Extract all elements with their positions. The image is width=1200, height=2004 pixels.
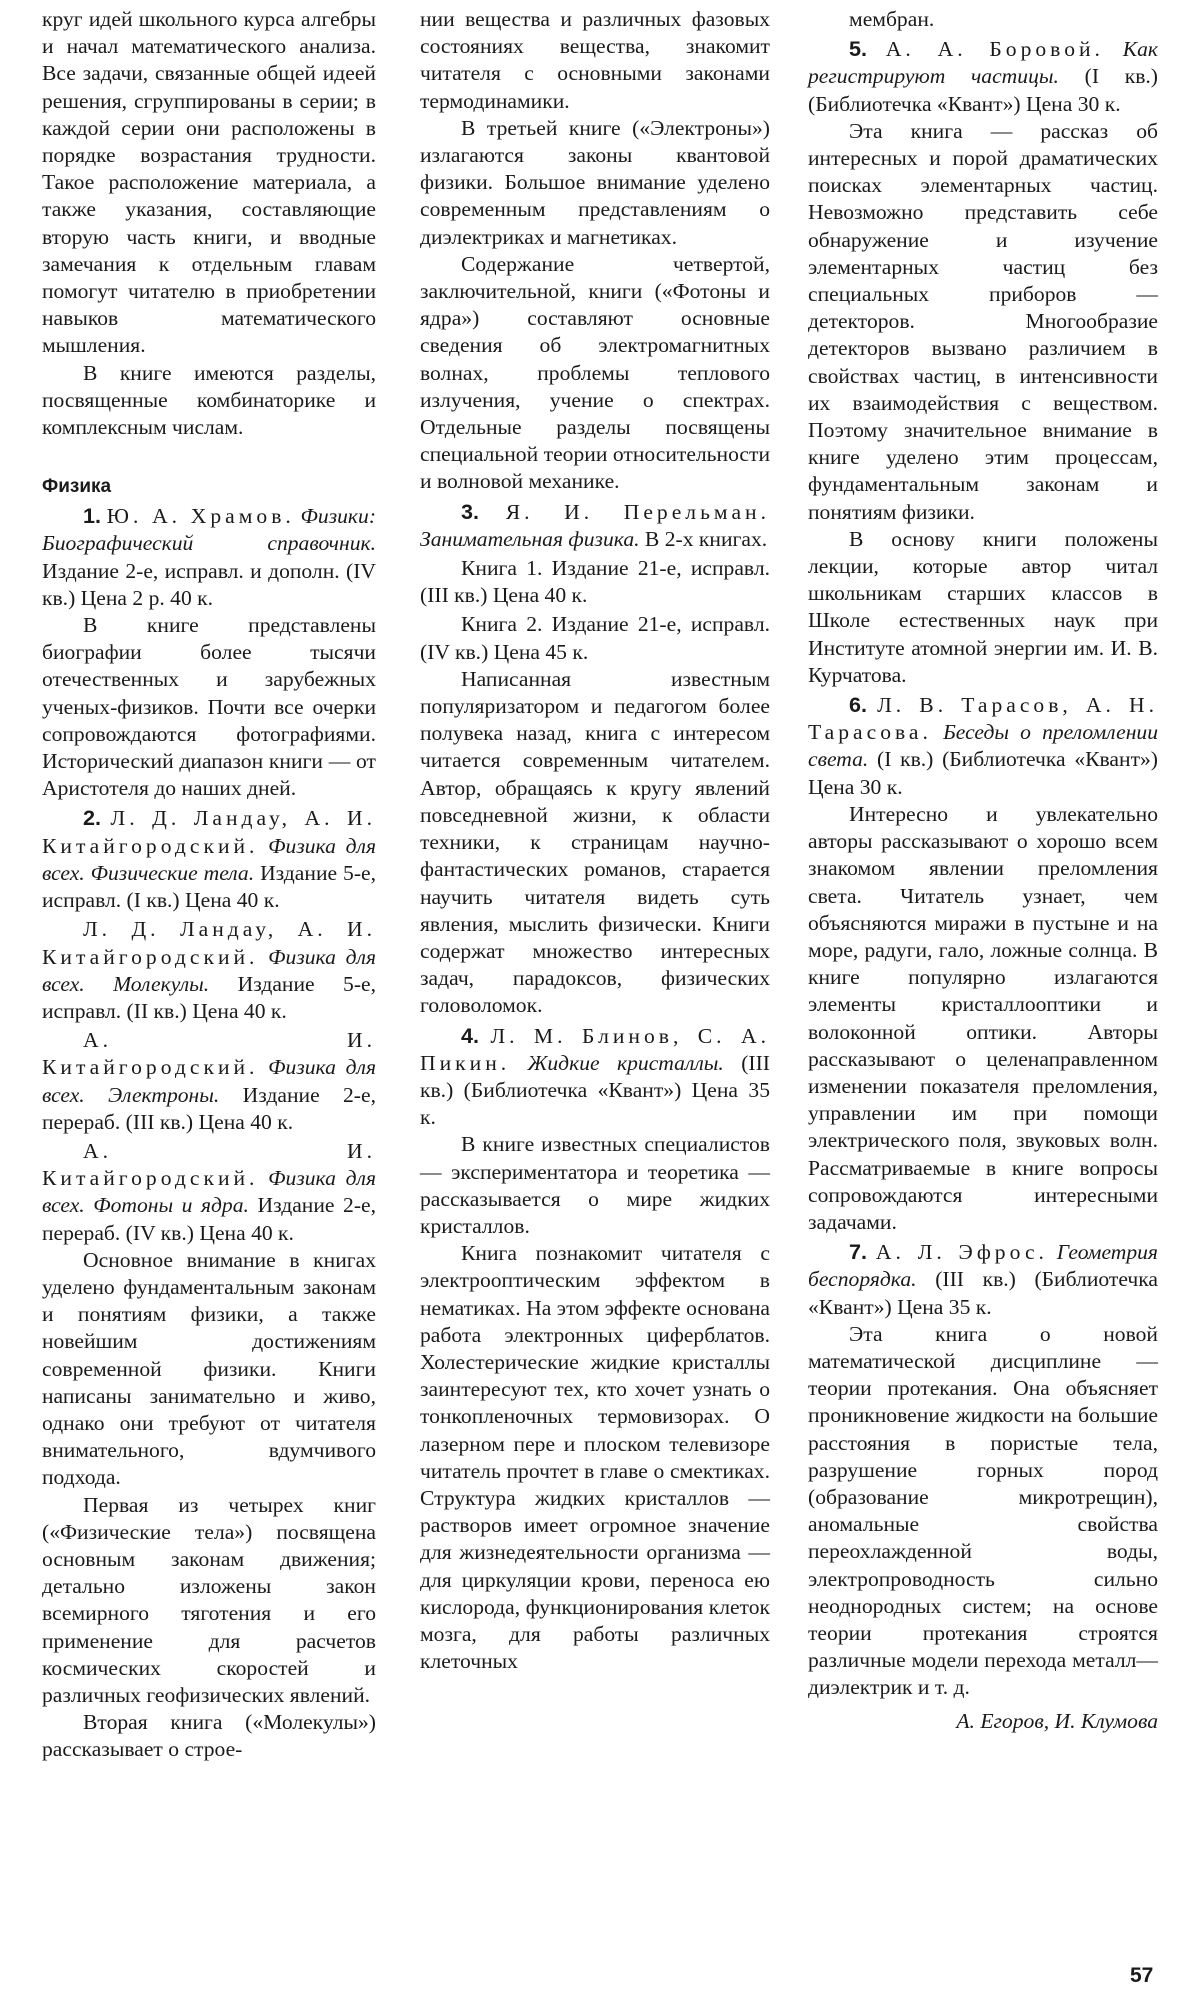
column-2 <box>420 6 770 1675</box>
entry-title: Физика для всех. Молекулы. <box>42 944 376 996</box>
book-entry-3-volume-2: Книга 2. Издание 21-е, исправл. (IV кв.) Цена 45 к. <box>420 612 770 664</box>
book-entry-2b <box>42 916 376 1025</box>
book-entry-1 <box>42 502 376 612</box>
entry-number: 4. <box>461 1022 480 1048</box>
entry-edition: В 2-х книгах. <box>644 526 768 551</box>
paragraph: Вторая книга («Молекулы») рассказывает о строе- <box>42 1710 376 1762</box>
entry-number: 7. <box>849 1239 868 1265</box>
entry-title: Геометрия беспорядка. <box>808 1240 1158 1292</box>
book-entry-7 <box>808 1238 1158 1321</box>
paragraph: Интересно и увлекательно авторы рассказывают о хорошо всем знакомом явлении преломления света. Читатель узнает, чем объясняются миражи в пустыне и на море, радуги, гало, ложные солнца. В книге популярно излагаются элементы кристаллооптики и волоконной оптики. Авторы рассказывают о целенаправленном изменении показателя преломления, управлении им при помощи электрического поля, звуковых волн. Рассматриваемые в книге вопросы сопровождаются интересными задачами. <box>808 801 1158 1234</box>
entry-title: Физики: Биографический справочник. <box>42 504 377 556</box>
paragraph: мембран. <box>849 7 935 31</box>
paragraph: В книге представлены биографии более тысячи отечественных и зарубежных ученых-физиков. Почти все очерки сопровождаются фотографиями. Исторический диапазон книги — от Аристотеля до наших дней. <box>42 613 376 801</box>
paragraph: Эта книга о новой математической дисциплине — теории протекания. Она объясняет проникновение жидкости на большие расстояния в пористые тела, разрушение горных пород (образование микротрещин), аномальные свойства переохлажденной воды, электропроводность сильно неоднородных систем; на основе теории протекания строятся различные модели перехода металл—диэлектрик и т. д. <box>808 1321 1158 1700</box>
entry-edition: Издание 2-е, исправл. и дополн. (IV кв.) Цена 2 р. 40 к. <box>42 558 376 610</box>
paragraph: В книге известных специалистов — экспериментатора и теоретика — рассказывается о мире жидких кристаллов. <box>420 1132 770 1238</box>
entry-author: Ю. А. Храмов. <box>106 504 295 529</box>
entry-title: Физика для всех. Физические тела. <box>42 833 376 885</box>
entry-edition: (III кв.) (Библиотечка «Квант») Цена 35 к. <box>420 1050 770 1130</box>
paragraph: Эта книга — рассказ об интересных и порой драматических поисках элементарных частиц. Невозможно представить себе обнаружение и изучение элементарных частиц без специальных приборов — детекторов. Многообразие детекторов вызвано различием в свойствах частиц, в интенсивности их взаимодействия с веществом. Поэтому значительное внимание в книге уделено этим процессам, фундаментальным законам и понятиям физики. <box>808 118 1158 524</box>
entry-title: Физика для всех. Электроны. <box>42 1055 376 1107</box>
entry-edition: (III кв.) (Библиотечка «Квант») Цена 35 к. <box>808 1267 1158 1319</box>
paragraph: Написанная известным популяризатором и педагогом более полувека назад, книга с интересом читается современным читателем. Автор, обращаясь к кругу явлений повседневной жизни, к области техники, к страницам научно-фантастических романов, старается научить читателя видеть суть явления, мыслить физически. Книги содержат множество интересных задач, парадоксов, физических головоломок. <box>420 666 770 1018</box>
paragraph: круг идей школьного курса алгебры и начал математического анализа. Все задачи, связанные общей идеей решения, сгруппированы в серии; в каждой серии они расположены в порядке возрастания трудности. Такое расположение материала, а также указания, составляющие вторую часть книги, и вводные замечания к отдельным главам помогут читателю в приобретении навыков математического мышления. <box>42 7 376 358</box>
book-entry-5 <box>808 35 1158 118</box>
entry-author: Л. Д. Ландау, А. И. Китайгородский. <box>42 917 376 969</box>
section-heading: Физика <box>42 476 112 498</box>
paragraph: Содержание четвертой, заключительной, книги («Фотоны и ядра») составляют основные сведения об электромагнитных волнах, проблемы теплового излучения, учение о спектрах. Отдельные разделы посвящены специальной теории относительности и волновой механике. <box>420 251 770 494</box>
entry-title: Беседы о преломлении света. <box>808 720 1158 772</box>
paragraph: нии вещества и различных фазовых состояниях вещества, знакомит читателя с основными законами термодинамики. <box>420 7 770 113</box>
book-entry-2c <box>42 1027 376 1136</box>
entry-author: А. Л. Эфрос. <box>875 1240 1048 1265</box>
entry-author: Я. И. Перельман. <box>505 499 770 524</box>
entry-author: А. И. Китайгородский. <box>42 1138 376 1191</box>
page-number: 57 <box>1130 1964 1154 1987</box>
entry-edition: Издание 5-е, исправл. (II кв.) Цена 40 к. <box>42 971 377 1023</box>
entry-edition: Издание 2-е, перераб. (III кв.) Цена 40 к. <box>42 1082 376 1134</box>
entry-title: Занимательная физика. <box>420 526 640 551</box>
column-3 <box>808 6 1158 1735</box>
entry-number: 3. <box>461 498 480 524</box>
entry-author: Л. М. Блинов, С. А. Пикин. <box>420 1023 770 1075</box>
entry-title: Как регистрируют частицы. <box>808 37 1158 89</box>
book-entry-2d <box>42 1138 376 1247</box>
entry-number: 2. <box>83 805 102 831</box>
entry-title: Физика для всех. Фотоны и ядра. <box>42 1166 376 1218</box>
entry-number: 6. <box>849 692 868 718</box>
book-entry-3-volume-1: Книга 1. Издание 21-е, исправл. (III кв.) Цена 40 к. <box>420 556 770 608</box>
paragraph: Книга познакомит читателя с электрооптическим эффектом в нематиках. На этом эффекте основана работа электронных циферблатов. Холестерические жидкие кристаллы заинтересуют тех, кто хочет узнать о тонкопленочных термовизорах. О лазерном пере и плоском телевизоре читатель прочтет в главе о смектиках. Структура жидких кристаллов — растворов имеет огромное значение для жизнедеятельности организма — для циркуляции крови, переноса ею кислорода, функционирования клеток мозга, для работы различных клеточных <box>420 1241 770 1674</box>
book-entry-3 <box>420 498 770 553</box>
paragraph: В третьей книге («Электроны») излагаются законы квантовой физики. Большое внимание уделено современным представлениям о диэлектриках и магнетиках. <box>420 115 770 249</box>
entry-edition: (I кв.) (Библиотечка «Квант») Цена 30 к. <box>808 64 1158 116</box>
paragraph: В книге имеются разделы, посвященные комбинаторике и комплексным числам. <box>42 360 376 440</box>
entry-author: Л. Д. Ландау, А. И. Китайгородский. <box>42 806 376 858</box>
entry-edition: (I кв.) (Библиотечка «Квант») Цена 30 к. <box>808 747 1158 799</box>
entry-author: А. А. Боровой. <box>885 37 1104 62</box>
entry-title: Жидкие кристаллы. <box>527 1050 724 1075</box>
paragraph: Основное внимание в книгах уделено фундаментальным законам и понятиям физики, а также новейшим достижениям современной физики. Книги написаны занимательно и живо, однако они требуют от читателя внимательного, вдумчивого подхода. <box>42 1247 376 1490</box>
entry-number: 1. <box>83 503 102 529</box>
column-1 <box>42 6 376 1764</box>
paragraph: Первая из четырех книг («Физические тела») посвящена основным законам движения; детально изложены закон всемирного тяготения и его применение для расчетов космических скоростей и различных геофизических явлений. <box>42 1492 376 1707</box>
entry-edition: Издание 5-е, исправл. (I кв.) Цена 40 к. <box>42 860 376 913</box>
book-entry-6 <box>808 691 1158 801</box>
entry-number: 5. <box>849 36 868 62</box>
entry-author: А. И. Китайгородский. <box>42 1028 376 1080</box>
entry-edition: Издание 2-е, перераб. (IV кв.) Цена 40 к. <box>42 1193 376 1245</box>
paragraph: В основу книги положены лекции, которые автор читал школьникам старших классов в Школе естественных наук при Институте атомной энергии им. И. В. Курчатова. <box>808 526 1158 687</box>
book-entry-2 <box>42 804 376 914</box>
book-entry-4 <box>420 1022 770 1132</box>
review-signature: А. Егоров, И. Клумова <box>956 1708 1158 1733</box>
entry-author: Л. В. Тарасов, А. Н. Тарасова. <box>808 693 1158 745</box>
